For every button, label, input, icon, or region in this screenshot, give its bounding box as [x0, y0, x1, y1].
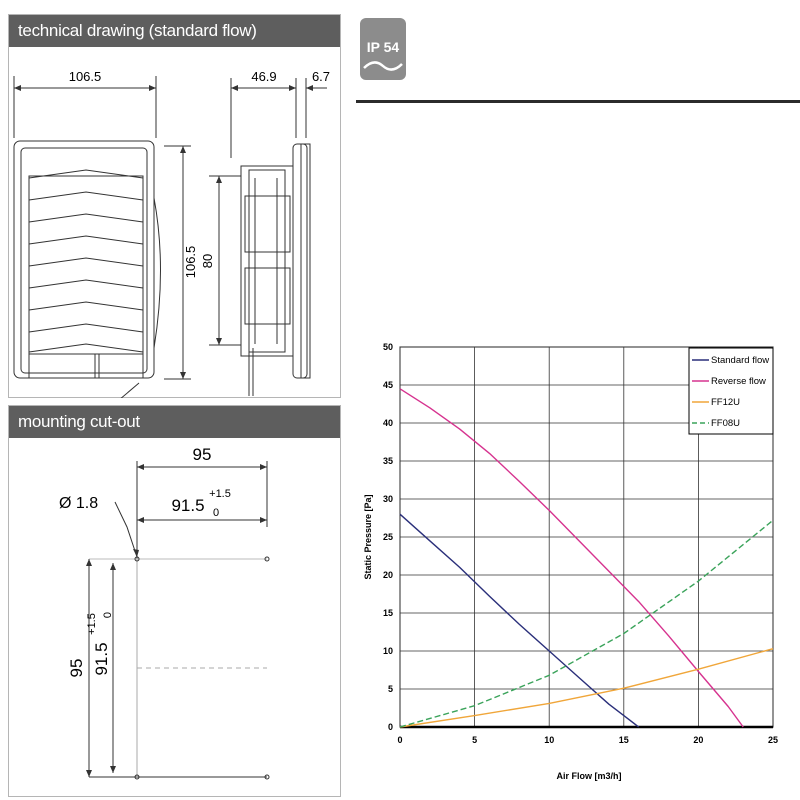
dim-inner-vertical-label: 91.5: [92, 642, 111, 676]
dim-fan-label: 80: [200, 253, 215, 269]
dim-outer-horizontal-label: 95: [192, 445, 212, 464]
y-tick-label: 10: [382, 646, 393, 656]
chart-legend: [689, 348, 773, 434]
y-tick-label: 0: [387, 722, 393, 732]
technical-drawing-panel: [8, 14, 341, 398]
y-tick-label: 15: [382, 608, 393, 618]
dim-depth-label: 46.9: [251, 69, 277, 84]
y-tick-label: 35: [382, 456, 393, 466]
dim-outer-vertical-label: 95: [67, 658, 86, 678]
grille-label-plate: [29, 354, 95, 378]
pressure-flow-chart: [356, 335, 796, 795]
x-tick-label: 5: [472, 735, 478, 745]
y-axis-label: Static Pressure [Pa]: [363, 494, 373, 580]
grille-louvres: [29, 170, 143, 352]
header-rule: [356, 100, 800, 103]
technical-drawing-title: technical drawing (standard flow): [9, 15, 340, 47]
mounting-cutout-drawing: [9, 439, 340, 797]
y-tick-label: 30: [382, 494, 393, 504]
x-tick-label: 10: [544, 735, 555, 745]
tolerance-zero-label: 0: [212, 507, 220, 519]
dim-height-label: 106.5: [183, 245, 198, 279]
side-view: [241, 144, 310, 396]
mounting-cutout-title: mounting cut-out: [9, 406, 340, 438]
tolerance-vertical-zero-label: 0: [102, 611, 114, 619]
ip-rating-label: IP 54: [366, 39, 400, 55]
y-tick-label: 25: [382, 532, 393, 542]
legend-entry: FF08U: [711, 418, 741, 429]
technical-drawing: [9, 48, 340, 398]
x-tick-label: 25: [767, 735, 779, 745]
x-tick-label: 20: [693, 735, 704, 745]
x-tick-label: 0: [397, 735, 403, 745]
y-tick-label: 20: [382, 570, 393, 580]
x-axis-label: Air Flow [m3/h]: [556, 771, 622, 781]
y-tick-label: 40: [382, 418, 393, 428]
legend-entry: FF12U: [711, 397, 741, 408]
y-tick-label: 50: [382, 342, 393, 352]
tolerance-plus-label: +1.5: [209, 488, 231, 500]
legend-entry: Reverse flow: [711, 376, 766, 387]
y-tick-label: 5: [387, 684, 393, 694]
dim-inner-horizontal-label: 91.5: [171, 496, 205, 515]
mounting-cutout-panel: [8, 405, 341, 797]
legend-entry: Standard flow: [711, 355, 770, 366]
dim-width-label: 106.5: [68, 69, 102, 84]
hole-diameter-label: Ø 1.8: [59, 495, 99, 512]
x-tick-label: 15: [618, 735, 629, 745]
tolerance-vertical-plus-label: +1.5: [86, 613, 98, 635]
ip-rating-badge: [360, 18, 406, 80]
y-tick-label: 45: [382, 380, 393, 390]
dim-flange-label: 6.7: [311, 69, 331, 84]
